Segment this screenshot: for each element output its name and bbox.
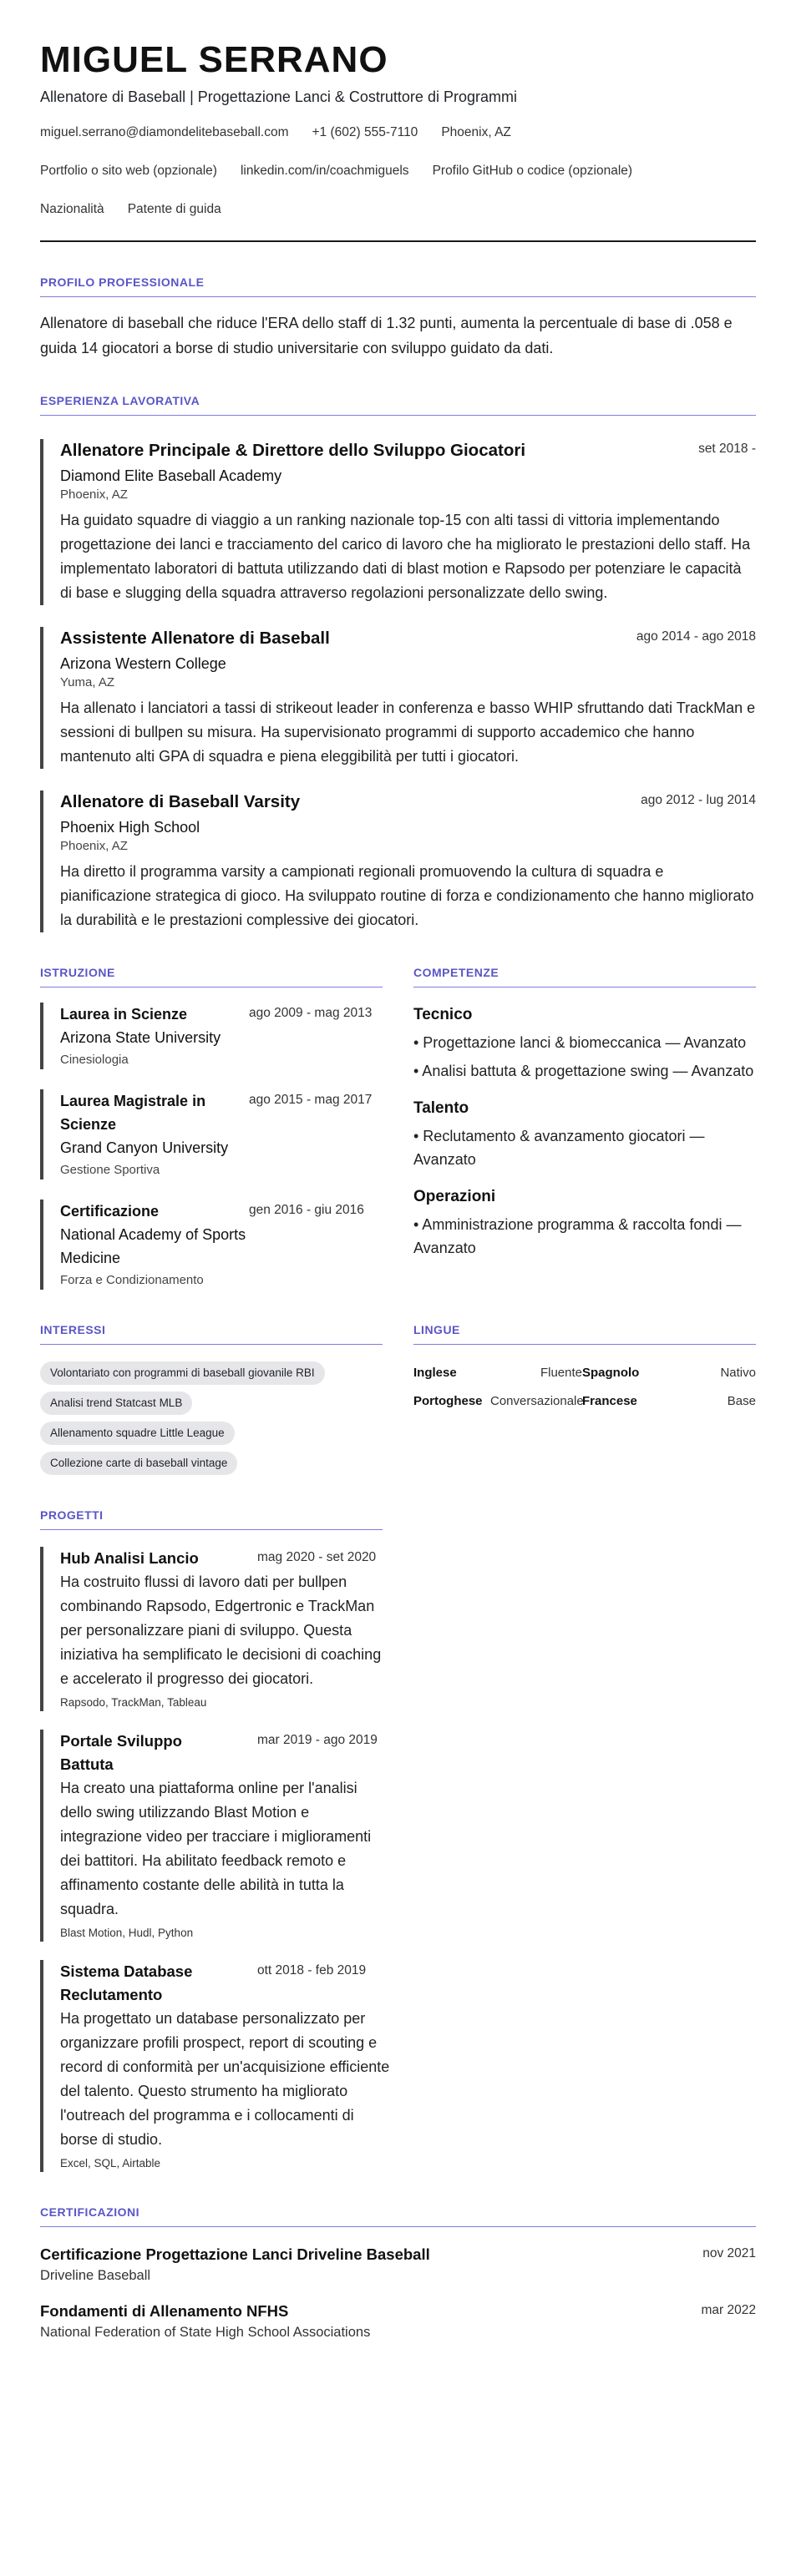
skill-item: • Progettazione lanci & biomeccanica — Avanzato: [413, 1034, 747, 1051]
section-divider: [40, 415, 756, 416]
skill-group: [413, 1004, 756, 1083]
skills-title: COMPETENZE: [413, 966, 499, 979]
contact-linkedin[interactable]: linkedin.com/in/coachmiguels: [240, 164, 409, 178]
education-school: National Academy of Sports Medicine: [60, 1226, 246, 1266]
interests-title: INTERESSI: [40, 1323, 106, 1336]
education-entry: [40, 1003, 383, 1069]
contact-nationality: Nazionalità: [40, 202, 104, 216]
project-date: ott 2018 - feb 2019: [257, 1963, 367, 1977]
job-title: Assistente Allenatore di Baseball: [60, 629, 330, 648]
education-school: Grand Canyon University: [60, 1139, 229, 1156]
job-location: Yuma, AZ: [60, 675, 115, 689]
project-date: mar 2019 - ago 2019: [257, 1733, 378, 1747]
language-name: Francese: [582, 1394, 637, 1408]
certifications-title: CERTIFICAZIONI: [40, 2205, 139, 2219]
project-date: mag 2020 - set 2020: [257, 1550, 377, 1564]
certification-name: Certificazione Progettazione Lanci Driveline Baseball: [40, 2245, 430, 2263]
language-name: Spagnolo: [582, 1366, 640, 1380]
education-degree: Laurea in Scienze: [60, 1006, 188, 1023]
contact-license: Patente di guida: [127, 202, 221, 216]
education-date: ago 2015 - mag 2017: [249, 1093, 373, 1107]
languages-section: [413, 1321, 756, 1475]
experience-title: ESPERIENZA LAVORATIVA: [40, 394, 200, 407]
interests-section: [40, 1321, 383, 1475]
certification-issuer: National Federation of State High School Associations: [40, 2325, 371, 2340]
education-date: ago 2009 - mag 2013: [249, 1006, 373, 1020]
section-divider: [40, 1529, 383, 1530]
languages-title: LINGUE: [413, 1323, 460, 1336]
skill-group: [413, 1098, 756, 1171]
skill-group-title: Talento: [413, 1099, 469, 1117]
education-section: [40, 964, 383, 1290]
certification-name: Fondamenti di Allenamento NFHS: [40, 2302, 289, 2320]
skill-group: [413, 1186, 756, 1260]
contact-portfolio[interactable]: Portfolio o sito web (opzionale): [40, 164, 217, 178]
header-divider: [40, 240, 756, 242]
job-entry: [40, 439, 756, 605]
interest-tag: Analisi trend Statcast MLB: [40, 1392, 192, 1415]
project-tech: Excel, SQL, Airtable: [60, 2157, 161, 2169]
section-divider: [413, 1344, 756, 1345]
skill-group-title: Tecnico: [413, 1006, 473, 1023]
summary-section: [40, 274, 756, 361]
job-description: Ha allenato i lanciatori a tassi di strikeout leader in conferenza e basso WHIP sfruttando dati TrackMan e sessioni di bullpen su misura. Ha supervisionato programmi di supporto accademico che hanno mantenuto alti GPA di squadra e piena eleggibilità per tutti i giocatori.: [60, 700, 756, 765]
project-description: Ha costruito flussi di lavoro dati per bullpen combinando Rapsodo, Edgertronic e TrackMan per personalizzare piani di sviluppo. Questa iniziativa ha semplificato le decisioni di coaching e accelerato il progresso dei giocatori.: [60, 1573, 382, 1687]
job-organization: Diamond Elite Baseball Academy: [60, 467, 282, 484]
language-grid: [413, 1365, 756, 1410]
skill-item: • Reclutamento & avanzamento giocatori — Avanzato: [413, 1128, 705, 1168]
education-entry: [40, 1089, 383, 1179]
language-name: Portoghese: [413, 1394, 483, 1408]
experience-section: [40, 392, 756, 932]
skill-item: • Amministrazione programma & raccolta fondi — Avanzato: [413, 1216, 742, 1256]
skill-item: • Analisi battuta & progettazione swing — Avanzato: [413, 1063, 754, 1079]
project-description: Ha progettato un database personalizzato per organizzare profili prospect, report di scouting e record di conformità per un'acquisizione efficiente del talento. Questo strumento ha migliorato l'outreach del programma e i collocamenti di borse di studio.: [60, 2010, 390, 2148]
certification-issuer: Driveline Baseball: [40, 2268, 151, 2283]
certification-entry: [40, 2301, 756, 2342]
headline: Allenatore di Baseball | Progettazione Lanci & Costruttore di Programmi: [40, 88, 517, 105]
education-skills-row: [40, 964, 756, 1290]
interest-tag: Volontariato con programmi di baseball giovanile RBI: [40, 1361, 325, 1385]
certification-entry: [40, 2244, 756, 2286]
section-divider: [40, 296, 756, 297]
projects-title: PROGETTI: [40, 1508, 104, 1522]
project-name: Portale Sviluppo Battuta: [60, 1732, 182, 1773]
interest-tag: Collezione carte di baseball vintage: [40, 1452, 237, 1475]
job-description: Ha diretto il programma varsity a campionati regionali promuovendo la cultura di squadra e pianificazione strategica di gioco. Ha sviluppato routine di forza e condizionamento che hanno migliorato la durabilità e le prestazioni complessive dei giocatori.: [60, 863, 754, 928]
job-entry: [40, 790, 756, 932]
job-organization: Arizona Western College: [60, 655, 226, 672]
projects-section: [40, 1507, 390, 2172]
project-tech: Blast Motion, Hudl, Python: [60, 1927, 194, 1939]
education-degree: Laurea Magistrale in Scienze: [60, 1093, 206, 1133]
language-level: Conversazionale: [490, 1394, 584, 1408]
job-date: ago 2012 - lug 2014: [641, 793, 756, 807]
job-date: set 2018 -: [698, 442, 756, 456]
education-degree: Certificazione: [60, 1203, 160, 1220]
language-name: Inglese: [413, 1366, 457, 1380]
contact-location: Phoenix, AZ: [441, 125, 511, 139]
education-school: Arizona State University: [60, 1029, 221, 1046]
interest-tag: Allenamento squadre Little League: [40, 1422, 235, 1445]
certifications-section: [40, 2204, 756, 2342]
job-description: Ha guidato squadre di viaggio a un ranking nazionale top-15 con alti tassi di vittoria implementando progettazione dei lanci e tracciamento del carico di lavoro che ha migliorato le prestazioni dello staff. Ha implementato laboratori di battuta utilizzando dati di blast motion e Rapsodo per potenziare le capacità di base e slugging della squadra attraverso regolazioni personalizzate dello swing.: [60, 512, 751, 601]
education-field: Gestione Sportiva: [60, 1163, 160, 1177]
contact-phone[interactable]: +1 (602) 555-7110: [312, 125, 418, 139]
job-entry: [40, 627, 756, 769]
contact-list: [40, 124, 756, 219]
project-entry: [40, 1730, 383, 1942]
project-tech: Rapsodo, TrackMan, Tableau: [60, 1696, 207, 1709]
interests-languages-row: [40, 1321, 756, 1475]
summary-text: Allenatore di baseball che riduce l'ERA dello staff di 1.32 punti, aumenta la percentuale di base di .058 e guida 14 giocatori a borse di studio universitarie con sviluppo guidato da dati.: [40, 315, 733, 356]
project-entry: [40, 1960, 390, 2172]
candidate-name: MIGUEL SERRANO: [40, 39, 388, 80]
job-location: Phoenix, AZ: [60, 839, 128, 853]
job-location: Phoenix, AZ: [60, 487, 128, 502]
education-date: gen 2016 - giu 2016: [249, 1203, 364, 1217]
language-level: Nativo: [720, 1366, 756, 1380]
interest-list: [40, 1361, 383, 1475]
contact-email[interactable]: miguel.serrano@diamondelitebaseball.com: [40, 125, 289, 139]
project-name: Hub Analisi Lancio: [60, 1549, 199, 1567]
language-level: Base: [727, 1394, 756, 1408]
job-date: ago 2014 - ago 2018: [636, 629, 756, 644]
job-organization: Phoenix High School: [60, 819, 200, 836]
section-divider: [40, 2226, 756, 2227]
education-entry: [40, 1200, 383, 1290]
skill-group-title: Operazioni: [413, 1188, 496, 1205]
certification-date: mar 2022: [701, 2303, 756, 2317]
education-field: Cinesiologia: [60, 1053, 129, 1067]
language-level: Fluente: [540, 1366, 582, 1380]
job-title: Allenatore di Baseball Varsity: [60, 792, 301, 811]
skills-section: [413, 964, 756, 1290]
project-description: Ha creato una piattaforma online per l'analisi dello swing utilizzando Blast Motion e integrazione video per tracciare i miglioramenti dei battitori. Ha abilitato feedback remoto e affinamento costante delle abilità in tutta la squadra.: [60, 1780, 372, 1917]
project-name: Sistema Database Reclutamento: [60, 1962, 193, 2003]
project-entry: [40, 1547, 383, 1711]
summary-title: PROFILO PROFESSIONALE: [40, 275, 205, 289]
certification-date: nov 2021: [702, 2246, 756, 2260]
job-title: Allenatore Principale & Direttore dello Sviluppo Giocatori: [60, 441, 526, 460]
education-title: ISTRUZIONE: [40, 966, 115, 979]
education-field: Forza e Condizionamento: [60, 1273, 204, 1287]
contact-github[interactable]: Profilo GitHub o codice (opzionale): [432, 164, 633, 178]
section-divider: [40, 1344, 383, 1345]
